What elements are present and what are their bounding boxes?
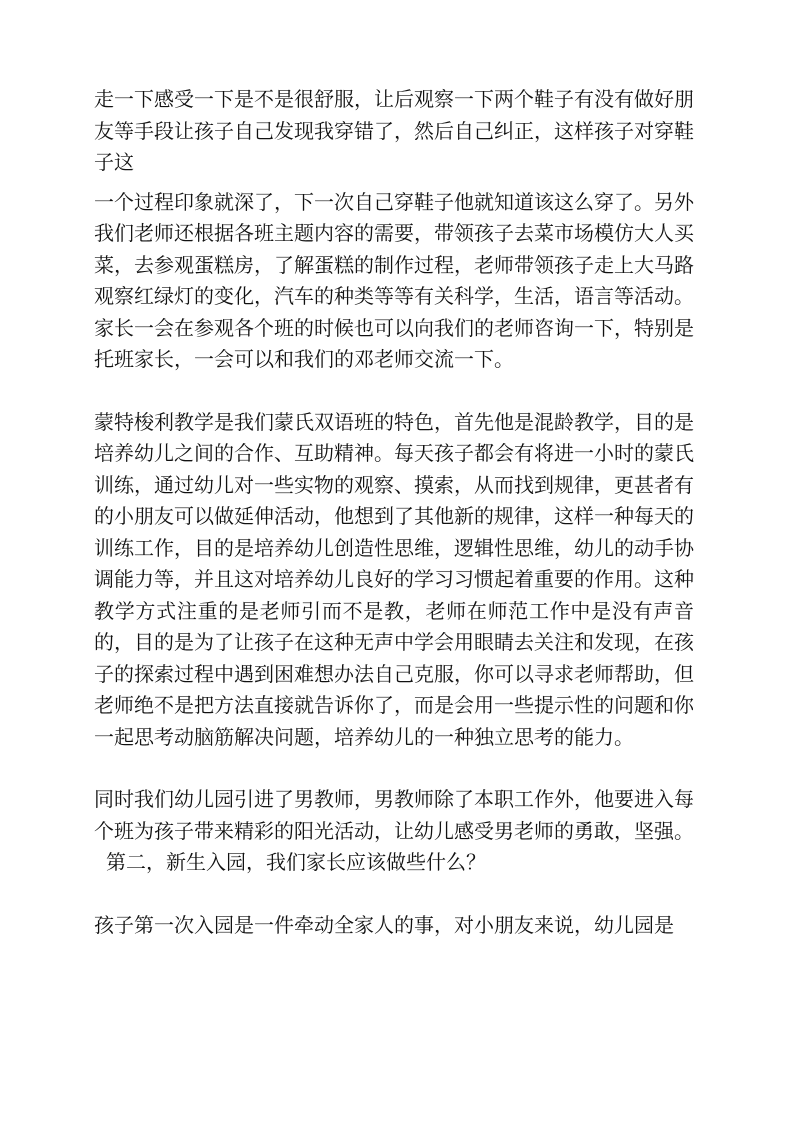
paragraph-male-teachers: 同时我们幼儿园引进了男教师，男教师除了本职工作外，他要进入每个班为孩子带来精彩的阳光活动，让幼儿感受男老师的勇敢，坚强。 xyxy=(94,787,694,843)
paragraph-first-day: 孩子第一次入园是一件牵动全家人的事，对小朋友来说，幼儿园是 xyxy=(94,912,674,937)
document-body xyxy=(94,84,694,941)
paragraph-shoes-intro: 走一下感受一下是不是很舒服，让后观察一下两个鞋子有没有做好朋友等手段让孩子自己发现我穿错了，然后自己纠正，这样孩子对穿鞋子这 xyxy=(94,87,694,174)
paragraph-montessori: 蒙特梭利教学是我们蒙氏双语班的特色，首先他是混龄教学，目的是培养幼儿之间的合作、互助精神。每天孩子都会有将进一小时的蒙氏训练，通过幼儿对一些实物的观察、摸索，从而找到规律，更甚者有的小朋友可以做延伸活动，他想到了其他新的规律，这样一种每天的训练工作，目的是培养幼儿创造性思维，逻辑性思维，幼儿的动手协调能力等，并且这对培养幼儿良好的学习习惯起着重要的作用。这种教学方式注重的是老师引而不是教，老师在师范工作中是没有声音的，目的是为了让孩子在这种无声中学会用眼睛去关注和发现，在孩子的探索过程中遇到困难想办法自己克服，你可以寻求老师帮助，但老师绝不是把方法直接就告诉你了，而是会用一些提示性的问题和你一起思考动脑筋解决问题，培养幼儿的一种独立思考的能力。 xyxy=(94,409,694,749)
paragraph-activities: 一个过程印象就深了，下一次自己穿鞋子他就知道该这么穿了。另外我们老师还根据各班主题内容的需要，带领孩子去菜市场模仿大人买菜，去参观蛋糕房，了解蛋糕的制作过程，老师带领孩子走上大马路观察红绿灯的变化，汽车的种类等等有关科学，生活，语言等活动。家长一会在参观各个班的时候也可以向我们的老师咨询一下，特别是托班家长，一会可以和我们的邓老师交流一下。 xyxy=(94,189,694,371)
section-heading-second: 第二，新生入园，我们家长应该做些什么？ xyxy=(106,850,486,874)
